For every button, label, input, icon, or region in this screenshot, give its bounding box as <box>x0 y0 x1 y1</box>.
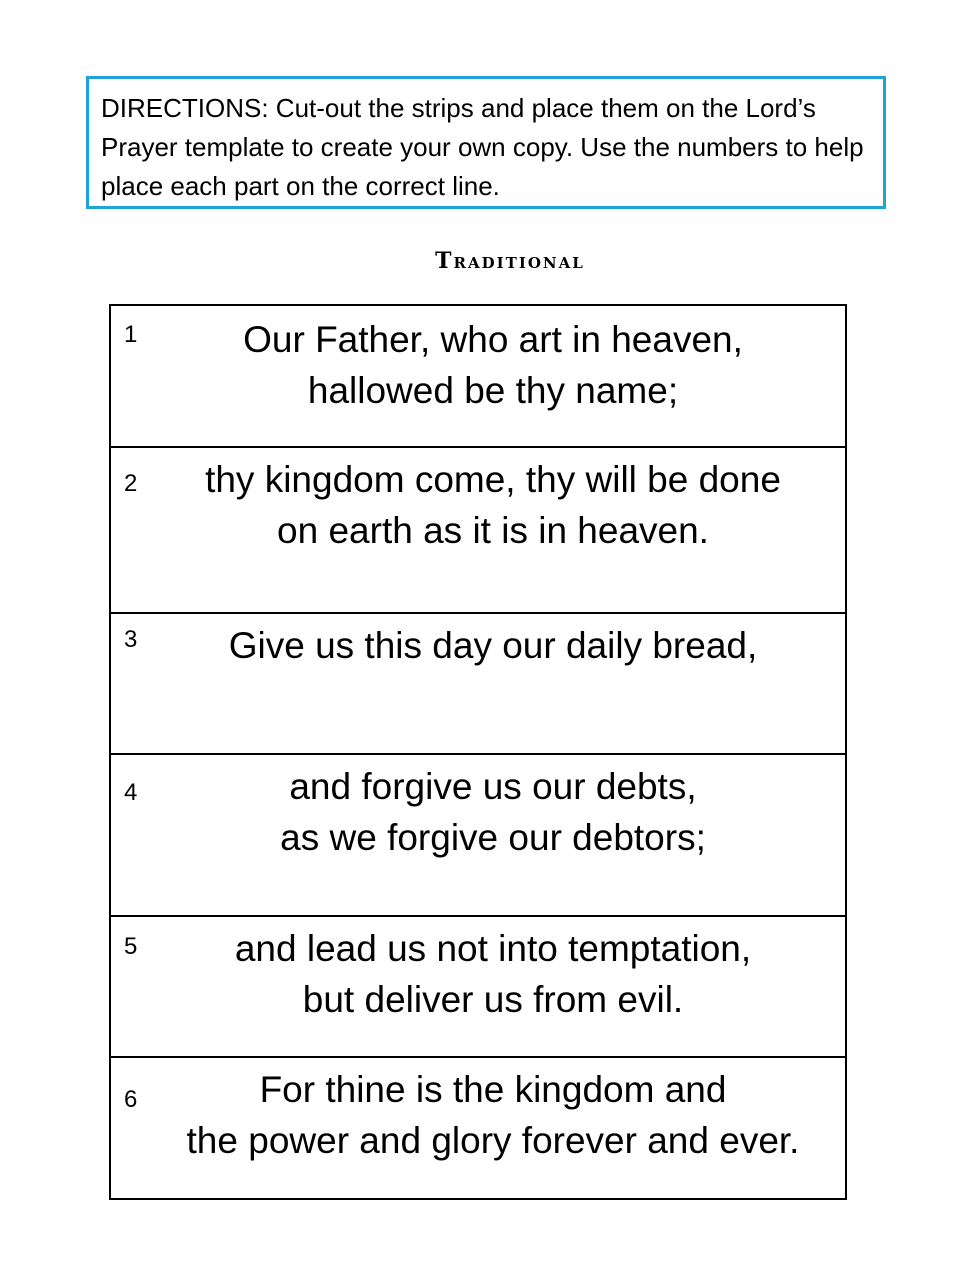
prayer-strip-2[interactable] <box>111 448 845 614</box>
strip-line: Our Father, who art in heaven, <box>243 319 743 360</box>
prayer-strip-1[interactable] <box>111 306 845 448</box>
strip-line: and forgive us our debts, <box>289 766 697 807</box>
section-title: Traditional <box>435 248 585 274</box>
strip-line: as we forgive our debtors; <box>280 817 706 858</box>
strip-line: on earth as it is in heaven. <box>277 510 709 551</box>
prayer-strip-3[interactable] <box>111 614 845 755</box>
strip-number: 1 <box>124 321 138 348</box>
strip-number: 2 <box>124 470 138 497</box>
strip-line: For thine is the kingdom and <box>259 1069 727 1110</box>
strip-number: 3 <box>124 626 138 653</box>
prayer-strip-6[interactable] <box>111 1058 845 1198</box>
strip-number: 5 <box>124 933 138 960</box>
strip-line: thy kingdom come, thy will be done <box>205 459 781 500</box>
strip-line: Give us this day our daily bread, <box>228 625 758 666</box>
strip-line: the power and glory forever and ever. <box>186 1120 800 1161</box>
strip-text <box>141 1064 845 1166</box>
directions-box <box>86 76 886 209</box>
strip-line: hallowed be thy name; <box>307 370 679 411</box>
strip-text <box>141 620 845 671</box>
prayer-strip-5[interactable] <box>111 917 845 1058</box>
strip-number: 4 <box>124 779 138 806</box>
strip-text <box>141 314 845 416</box>
strip-line: and lead us not into temptation, <box>234 928 752 969</box>
strip-text <box>141 923 845 1025</box>
strip-line: but deliver us from evil. <box>302 979 684 1020</box>
prayer-strip-4[interactable] <box>111 755 845 917</box>
strip-text <box>141 761 845 863</box>
strip-text <box>141 454 845 556</box>
directions-text: DIRECTIONS: Cut-out the strips and place them on the Lord’s Prayer template to create your own copy. Use the numbers to help place each part on the correct line. <box>101 93 864 201</box>
prayer-strips-table <box>109 304 847 1200</box>
strip-number: 6 <box>124 1086 138 1113</box>
